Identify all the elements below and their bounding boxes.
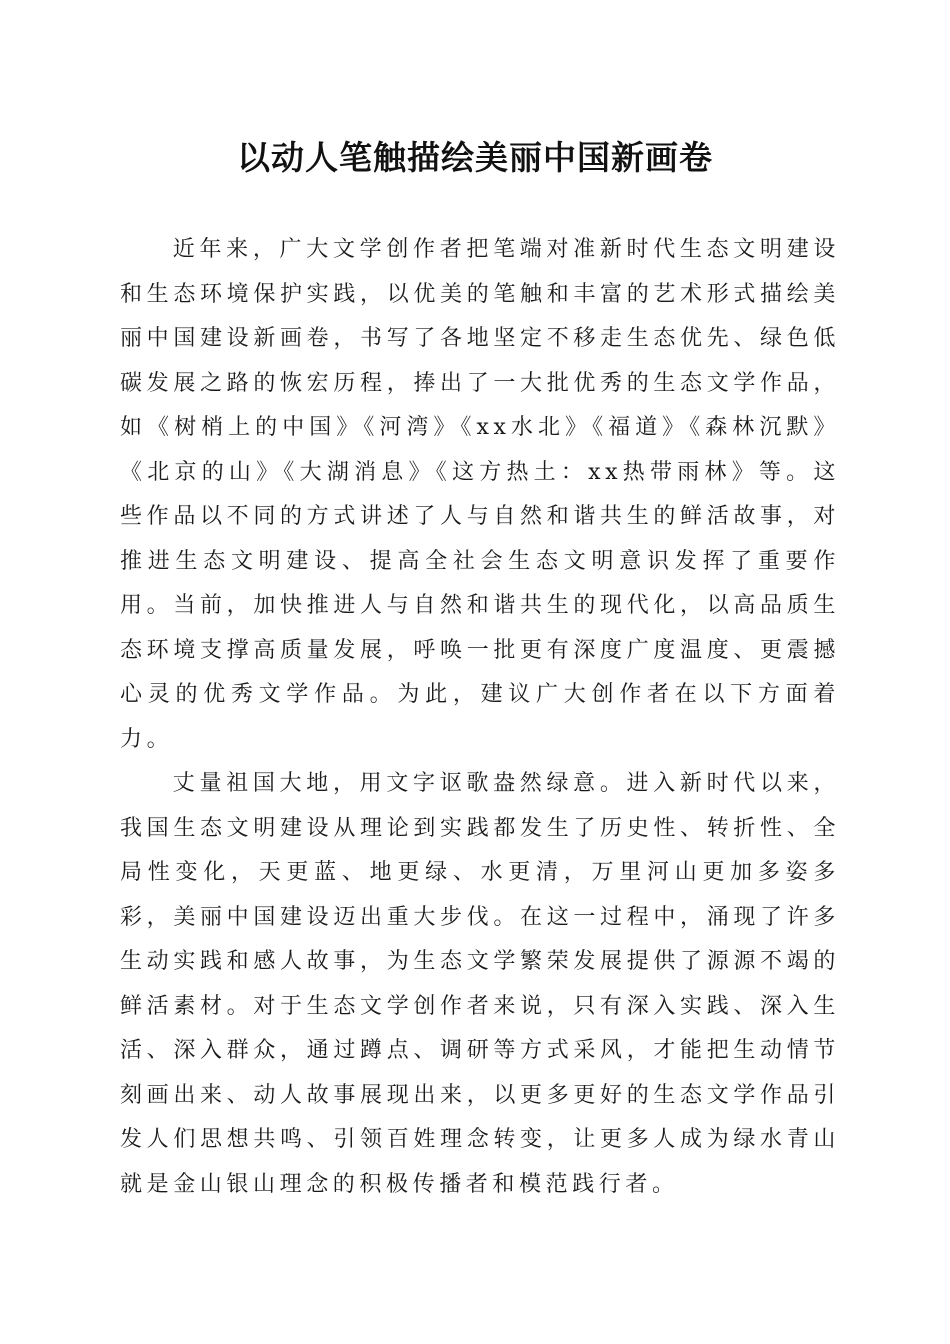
paragraph-2: 丈量祖国大地，用文字讴歌盎然绿意。进入新时代以来，我国生态文明建设从理论到实践都发生了历史性、转折性、全局性变化，天更蓝、地更绿、水更清，万里河山更加多姿多彩，美丽中国建设迈出重大步伐。在这一过程中，涌现了许多生动实践和感人故事，为生态文学繁荣发展提供了源源不竭的鲜活素材。对于生态文学创作者来说，只有深入实践、深入生活、深入群众，通过蹲点、调研等方式采风，才能把生动情节刻画出来、动人故事展现出来，以更多更好的生态文学作品引发人们思想共鸣、引领百姓理念转变，让更多人成为绿水青山就是金山银山理念的积极传播者和模范践行者。 xyxy=(120,771,840,1197)
document-body xyxy=(120,228,840,1207)
document-title: 以动人笔触描绘美丽中国新画卷 xyxy=(237,138,713,177)
paragraph-1: 近年来，广大文学创作者把笔端对准新时代生态文明建设和生态环境保护实践，以优美的笔触和丰富的艺术形式描绘美丽中国建设新画卷，书写了各地坚定不移走生态优先、绿色低碳发展之路的恢宏历程，捧出了一大批优秀的生态文学作品，如《树梢上的中国》《河湾》《xx水北》《福道》《森林沉默》《北京的山》《大湖消息》《这方热土：xx热带雨林》等。这些作品以不同的方式讲述了人与自然和谐共生的鲜活故事，对推进生态文明建设、提高全社会生态文明意识发挥了重要作用。当前，加快推进人与自然和谐共生的现代化，以高品质生态环境支撑高质量发展，呼唤一批更有深度广度温度、更震撼心灵的优秀文学作品。为此，建议广大创作者在以下方面着力。 xyxy=(120,237,840,752)
